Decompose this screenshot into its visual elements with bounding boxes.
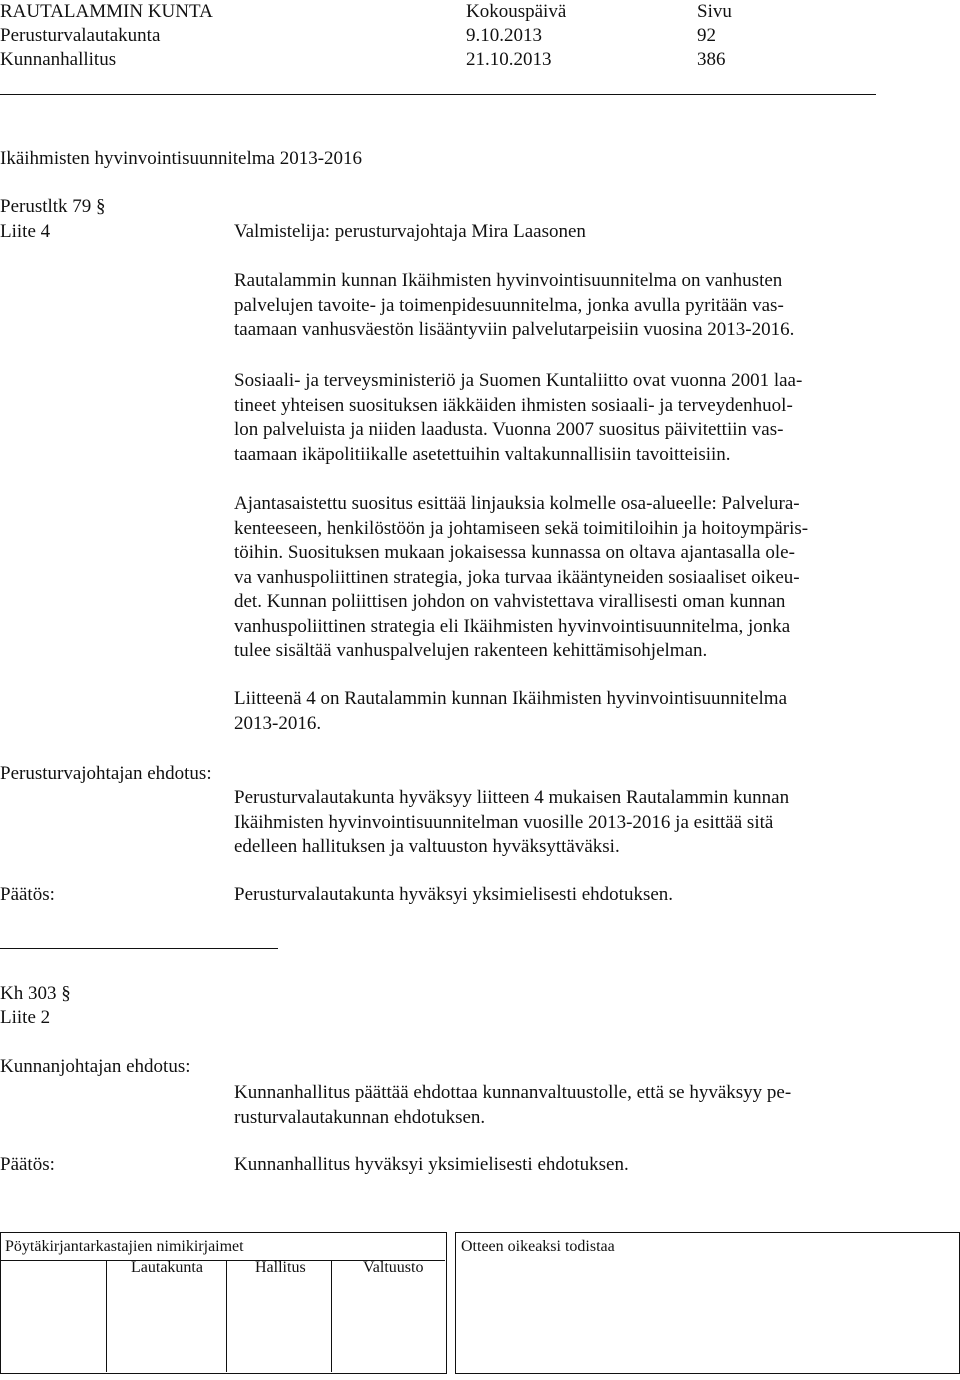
proposal-text-2: Kunnanhallitus päättää ehdottaa kunnanvaltuustolle, että se hyväksyy pe- rusturvalautakunnan ehdotuksen. <box>234 1082 792 1128</box>
paragraph-1: Rautalammin kunnan Ikäihmisten hyvinvointisuunnitelma on vanhusten palvelujen tavoite- ja toimenpidesuunnitelma, jonka avulla pyritään vas- taamaan vanhusväestön lisääntyviin palvelutarpeisiin vuosina 2013-2016. <box>234 270 795 340</box>
header-page-1: 92 <box>697 25 716 46</box>
paragraph-3: Ajantasaistettu suositus esittää linjauksia kolmelle osa-alueelle: Palvelura- kenteeseen, henkilöstöön ja johtamiseen sekä toimitiloihin ja hoitoympäris- töihin. Suosituksen mukaan jokaisessa kunnassa on oltava ajantasalla ole- va vanhuspoliittinen strategia, joka turvaa ikääntyneiden sosiaaliset oikeu- det. Kunnan poliittisen johdon on vahvistettava virallisesti oman kunnan vanhuspoliittinen strategia eli Ikäihmisten hyvinvointisuunnitelma, jonka tulee sisältää vanhuspalvelujen rakenteen kehittämisohjelman. <box>234 493 809 661</box>
header-date-1: 9.10.2013 <box>466 25 542 46</box>
initials-col-line-2 <box>226 1260 227 1372</box>
decision-label-2: Päätös: <box>0 1154 55 1175</box>
header-date-2: 21.10.2013 <box>466 49 552 70</box>
header-date-label: Kokouspäivä <box>466 1 567 22</box>
attachment-ref-2: Liite 2 <box>0 1007 51 1028</box>
org-name: RAUTALAMMIN KUNTA <box>0 1 213 22</box>
proposal-text: Perusturvalautakunta hyväksyy liitteen 4 mukaisen Rautalammin kunnan Ikäihmisten hyvinvointisuunnitelman vuosille 2013-2016 ja esittää sitä edelleen hallituksen ja valtuuston hyväksyttäväksi. <box>234 787 790 857</box>
header-rule <box>0 94 876 95</box>
certification-label: Otteen oikeaksi todistaa <box>461 1238 615 1255</box>
initials-col-line-3 <box>331 1260 332 1372</box>
decision-text-2: Kunnanhallitus hyväksyi yksimielisesti ehdotuksen. <box>234 1154 629 1175</box>
initials-col-lautakunta: Lautakunta <box>131 1259 203 1276</box>
document-title: Ikäihmisten hyvinvointisuunnitelma 2013-2016 <box>0 148 363 169</box>
decision-label: Päätös: <box>0 884 55 905</box>
initials-col-line-1 <box>106 1260 107 1372</box>
section-ref-2: Kh 303 § <box>0 983 71 1004</box>
header-body-2: Kunnanhallitus <box>0 49 117 70</box>
preparer: Valmistelija: perusturvajohtaja Mira Laasonen <box>234 221 586 242</box>
attachment-ref: Liite 4 <box>0 221 51 242</box>
header-body-1: Perusturvalautakunta <box>0 25 161 46</box>
section-divider <box>0 948 278 949</box>
proposal-label: Perusturvajohtajan ehdotus: <box>0 763 212 784</box>
decision-text: Perusturvalautakunta hyväksyi yksimielisesti ehdotuksen. <box>234 884 674 905</box>
initials-col-valtuusto: Valtuusto <box>363 1259 424 1276</box>
paragraph-4: Liitteenä 4 on Rautalammin kunnan Ikäihmisten hyvinvointisuunnitelma 2013-2016. <box>234 688 788 734</box>
header-page-2: 386 <box>697 49 726 70</box>
paragraph-2: Sosiaali- ja terveysministeriö ja Suomen Kuntaliitto ovat vuonna 2001 laa- tineet yhteisen suosituksen iäkkäiden ihmisten sosiaali- ja terveydenhuol- lon palveluista ja niiden laadusta. Vuonna 2007 suositus päivitettiin vas- taamaan ikäpolitiikalle asetettuihin valtakunnallisiin tavoitteisiin. <box>234 370 803 465</box>
header-page-label: Sivu <box>697 1 732 22</box>
section-ref: Perustltk 79 § <box>0 196 106 217</box>
initials-title: Pöytäkirjantarkastajien nimikirjaimet <box>5 1238 244 1255</box>
proposal-label-2: Kunnanjohtajan ehdotus: <box>0 1056 191 1077</box>
initials-col-hallitus: Hallitus <box>255 1259 306 1276</box>
